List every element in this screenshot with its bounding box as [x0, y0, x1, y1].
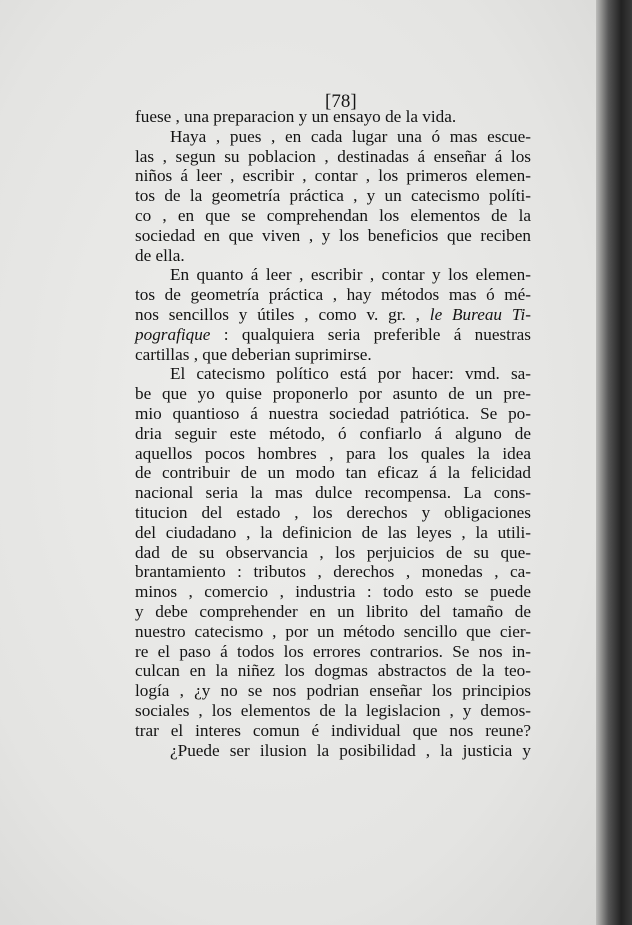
- text-line: [135, 285, 531, 305]
- text-line: [135, 364, 531, 384]
- text-segment: re el paso á todos los errores contrarios. Se nos in-: [135, 641, 531, 661]
- text-line: [135, 107, 531, 127]
- text-segment: minos , comercio , industria : todo esto se puede: [135, 582, 531, 602]
- text-segment: En quanto á leer , escribir , contar y los elemen-: [170, 265, 531, 285]
- text-segment: logía , ¿y no se nos podrian enseñar los principios: [135, 681, 531, 701]
- text-segment: trar el interes comun é individual que nos reune?: [135, 720, 531, 740]
- book-edge-shadow: [596, 0, 632, 925]
- text-line: [135, 562, 531, 582]
- text-segment: dria seguir este método, ó confiarlo á alguno de: [135, 423, 531, 443]
- text-segment: Haya , pues , en cada lugar una ó mas escue-: [170, 126, 531, 146]
- text-segment: aquellos pocos hombres , para los quales la idea: [135, 443, 531, 463]
- text-line: [135, 622, 531, 642]
- text-line: [135, 463, 531, 483]
- text-segment: nos sencillos y útiles , como v. gr. ,: [135, 304, 430, 324]
- text-line: [135, 305, 531, 325]
- text-segment: sociales , los elementos de la legislacion , y demos-: [135, 700, 531, 720]
- body-text: [135, 107, 531, 760]
- text-segment: nacional seria la mas dulce recompensa. La cons-: [135, 483, 531, 503]
- text-line: [135, 246, 531, 266]
- text-line: [135, 543, 531, 563]
- text-segment: culcan en la niñez los dogmas abstractos de la teo-: [135, 661, 531, 681]
- text-segment: las , segun su poblacion , destinadas á enseñar á los: [135, 146, 531, 166]
- text-line: [135, 345, 531, 365]
- italic-text: pografique: [135, 324, 211, 344]
- text-segment: cartillas , que deberian suprimirse.: [135, 344, 372, 364]
- text-line: [135, 147, 531, 167]
- text-line: [135, 166, 531, 186]
- text-line: [135, 741, 531, 761]
- text-segment: del ciudadano , la definicion de las leyes , la utili-: [135, 522, 531, 542]
- text-segment: y debe comprehender en un librito del tamaño de: [135, 601, 531, 621]
- text-line: [135, 206, 531, 226]
- italic-text: le Bureau Ti-: [429, 304, 531, 324]
- text-segment: sociedad en que viven , y los beneficios que reciben: [135, 225, 531, 245]
- text-line: [135, 721, 531, 741]
- text-segment: be que yo quise proponerlo por asunto de un pre-: [135, 384, 531, 404]
- text-line: [135, 127, 531, 147]
- text-line: [135, 325, 531, 345]
- text-line: [135, 602, 531, 622]
- text-segment: ¿Puede ser ilusion la posibilidad , la justicia y: [170, 740, 531, 760]
- text-line: [135, 404, 531, 424]
- text-line: [135, 642, 531, 662]
- text-line: [135, 384, 531, 404]
- text-segment: niños á leer , escribir , contar , los primeros elemen-: [135, 166, 531, 186]
- text-segment: mio quantioso á nuestra sociedad patriótica. Se po-: [135, 403, 531, 423]
- text-line: [135, 265, 531, 285]
- text-segment: : qualquiera seria preferible á nuestras: [210, 324, 531, 344]
- text-segment: tos de geometría práctica , hay métodos mas ó mé-: [135, 285, 531, 305]
- text-line: [135, 661, 531, 681]
- text-line: [135, 681, 531, 701]
- text-segment: brantamiento : tributos , derechos , monedas , ca-: [135, 562, 531, 582]
- text-segment: nuestro catecismo , por un método sencillo que cier-: [135, 621, 531, 641]
- text-segment: tos de la geometría práctica , y un catecismo políti-: [135, 186, 531, 206]
- text-segment: de ella.: [135, 245, 185, 265]
- page-number: [78]: [325, 91, 357, 112]
- text-segment: co , en que se comprehendan los elementos de la: [135, 205, 531, 225]
- text-line: [135, 226, 531, 246]
- text-segment: El catecismo político está por hacer: vmd. sa-: [170, 364, 531, 384]
- text-line: [135, 483, 531, 503]
- text-segment: titucion del estado , los derechos y obligaciones: [135, 502, 531, 522]
- text-segment: de contribuir de un modo tan eficaz á la felicidad: [135, 463, 531, 483]
- text-line: [135, 424, 531, 444]
- text-line: [135, 186, 531, 206]
- text-segment: dad de su observancia , los perjuicios de su que-: [135, 542, 531, 562]
- text-line: [135, 582, 531, 602]
- text-segment: fuese , una preparacion y un ensayo de la vida.: [135, 107, 457, 126]
- text-line: [135, 523, 531, 543]
- text-line: [135, 503, 531, 523]
- text-line: [135, 701, 531, 721]
- text-line: [135, 444, 531, 464]
